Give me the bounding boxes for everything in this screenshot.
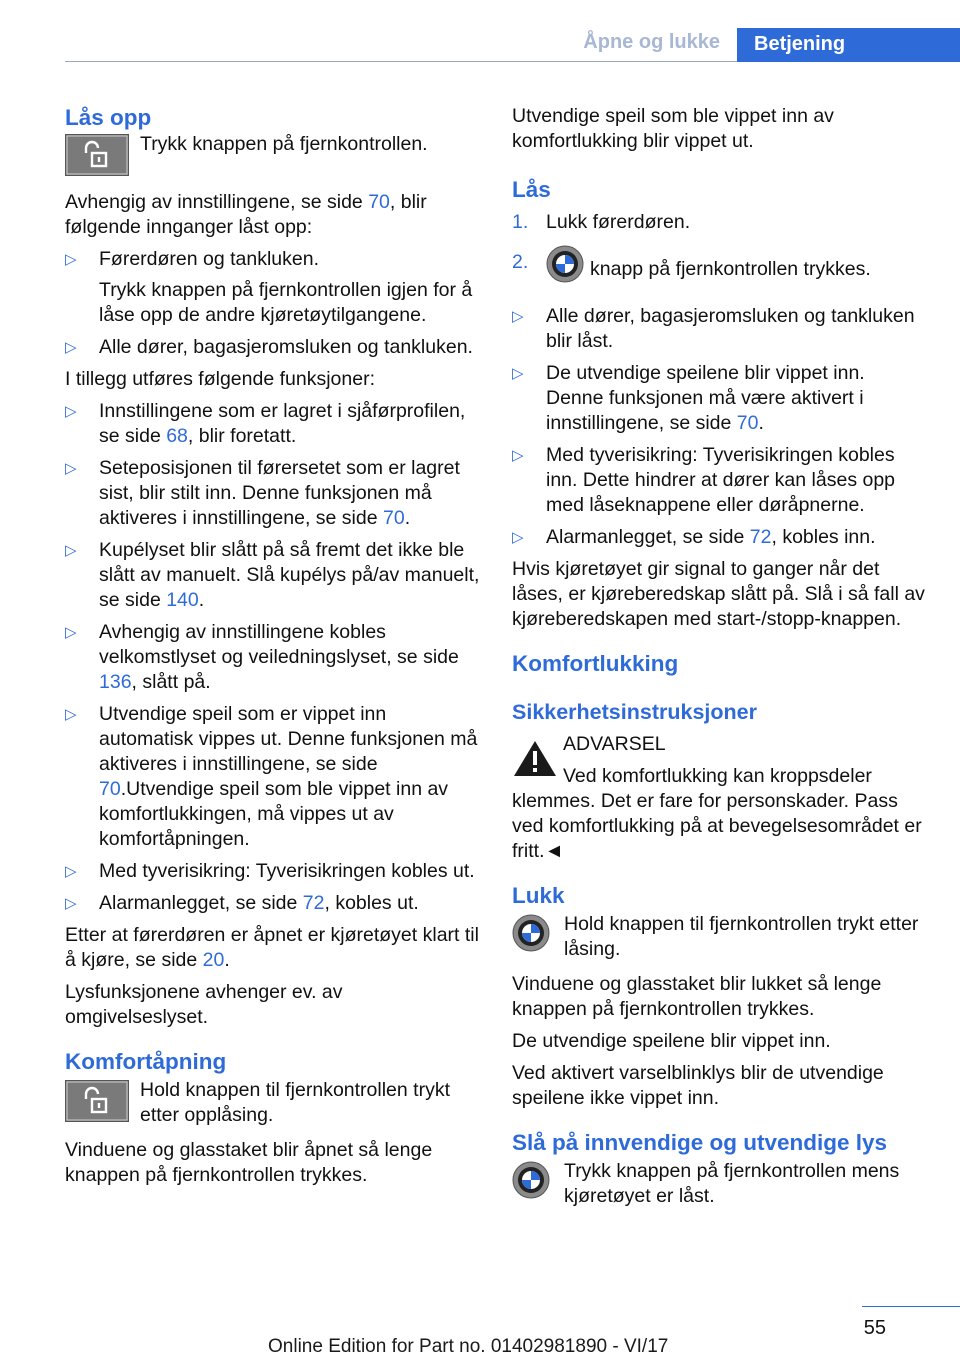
- warning-triangle-icon: [512, 738, 558, 785]
- ready-paragraph: Etter at førerdøren er åpnet er kjøretøyet klart til å kjøre, se side 20.: [65, 924, 479, 971]
- comfort-open-instruction-text: Hold knappen til fjernkontrollen trykt etter opplåsing.: [140, 1079, 450, 1126]
- mirrors-paragraph: Utvendige speil som ble vippet inn av komfortlukking blir vippet ut.: [512, 105, 834, 152]
- list-item: ▷ Innstillingene som er lagret i sjåførprofilen, se side 68, blir foretatt.: [65, 400, 466, 447]
- header-chapter-tab: Betjening: [737, 28, 960, 62]
- comfort-open-instruction: [65, 1078, 480, 1128]
- list-item: ▷ Med tyverisikring: Tyverisikringen kobles ut.: [65, 860, 475, 882]
- page-ref-link[interactable]: 72: [302, 892, 325, 914]
- lock-heading: Lås: [512, 177, 551, 202]
- page-ref-link[interactable]: 70: [99, 778, 121, 800]
- page-ref-link[interactable]: 140: [166, 589, 199, 611]
- list-item: 2. knapp på fjernkontrollen trykkes.: [512, 245, 927, 294]
- triangle-bullet-icon: ▷: [65, 251, 77, 268]
- warning-box: [512, 732, 927, 864]
- bmw-key-button-icon: [512, 914, 550, 959]
- triangle-bullet-icon: ▷: [65, 624, 77, 641]
- triangle-bullet-icon: ▷: [65, 863, 77, 880]
- list-item: ▷ Utvendige speil som er vippet inn automatisk vippes ut. Denne funksjonen må aktiveres i innstillingene, se side 70.Utvendige speil som ble vippet inn av komfortlukkingen, må vippes ut av komfortåpningen.: [65, 703, 478, 850]
- close-heading: Lukk: [512, 883, 565, 908]
- list-item: ▷ Seteposisjonen til førersetet som er lagret sist, blir stilt inn. Denne funksjonen må aktiveres i innstillingene, se side 70.: [65, 457, 460, 529]
- light-functions-paragraph: Lysfunksjonene avhenger ev. av omgivelseslyset.: [65, 981, 343, 1028]
- list-item: ▷ Avhengig av innstillingene kobles velkomstlyset og veiledningslyset, se side 136, slått på.: [65, 621, 459, 693]
- triangle-bullet-icon: ▷: [512, 447, 524, 464]
- lock-steps: [512, 210, 927, 294]
- page-ref-link[interactable]: 20: [202, 949, 225, 971]
- unlock-paragraph: Avhengig av innstillingene, se side 70, blir følgende innganger låst opp:: [65, 191, 427, 238]
- triangle-bullet-icon: ▷: [512, 365, 524, 382]
- triangle-bullet-icon: ▷: [65, 460, 77, 477]
- unlock-heading: Lås opp: [65, 105, 152, 130]
- list-item: ▷ Alle dører, bagasjeromsluken og tankluken.: [65, 336, 473, 358]
- triangle-bullet-icon: ▷: [65, 706, 77, 723]
- list-item: 1. Lukk førerdøren.: [512, 211, 691, 233]
- unlock-functions-list: [65, 399, 480, 916]
- page-ref-link[interactable]: 72: [749, 526, 772, 548]
- right-column: [512, 104, 927, 1219]
- header-section-title: Åpne og lukke: [583, 31, 720, 53]
- list-item: ▷ De utvendige speilene blir vippet inn. Denne funksjonen må være aktivert i innstillingene, se side 70.: [512, 362, 865, 434]
- left-column: [65, 104, 480, 1195]
- lights-instruction: [512, 1159, 927, 1209]
- page-number: 55: [863, 1317, 886, 1339]
- close-paragraph-2: De utvendige speilene blir vippet inn.: [512, 1030, 831, 1052]
- lights-instruction-text: Trykk knappen på fjernkontrollen mens kjøretøyet er låst.: [564, 1160, 900, 1207]
- warning-text-first: Ved komfortlukking kan kroppsdeler klemmes. Det er fare for personskader. Pass ved komfortlukking på at bevegelsesområdet er fritt.◄: [512, 765, 922, 862]
- comfort-open-paragraph: Vinduene og glasstaket blir åpnet så lenge knappen på fjernkontrollen trykkes.: [65, 1139, 433, 1186]
- comfort-close-heading: Komfortlukking: [512, 651, 679, 676]
- close-instruction-text: Hold knappen til fjernkontrollen trykt etter låsing.: [564, 913, 919, 960]
- warning-title: ADVARSEL: [563, 733, 666, 755]
- triangle-bullet-icon: ▷: [65, 895, 77, 912]
- bmw-key-button-icon: [546, 245, 584, 294]
- footer-rule: [862, 1306, 960, 1307]
- list-item: ▷ Kupélyset blir slått på så fremt det ikke ble slått av manuelt. Slå kupélys på/av manuelt, se side 140.: [65, 539, 480, 611]
- page-ref-link[interactable]: 70: [736, 412, 759, 434]
- triangle-bullet-icon: ▷: [65, 542, 77, 559]
- unlock-instruction-text: Trykk knappen på fjernkontrollen.: [140, 133, 428, 155]
- unlock-instruction: [65, 132, 480, 180]
- page-ref-link[interactable]: 136: [99, 671, 132, 693]
- lights-heading: Slå på innvendige og utvendige lys: [512, 1130, 888, 1155]
- unlock-button-icon: [65, 1080, 129, 1122]
- page-ref-link[interactable]: 70: [382, 507, 405, 529]
- triangle-bullet-icon: ▷: [65, 339, 77, 356]
- page-ref-link[interactable]: 70: [368, 191, 390, 213]
- safety-subheading: Sikkerhetsinstruksjoner: [512, 700, 757, 724]
- list-item: ▷ Førerdøren og tankluken. Trykk knappen på fjernkontrollen igjen for å låse opp de andre kjøretøytilgangene.: [65, 248, 473, 326]
- unlock-entries-list: [65, 247, 480, 360]
- signal-paragraph: Hvis kjøretøyet gir signal to ganger når det låses, er kjøreberedskap slått på. Slå i så fall av kjøreberedskapen med start-/stopp-knappen.: [512, 558, 925, 630]
- triangle-bullet-icon: ▷: [512, 308, 524, 325]
- functions-intro: I tillegg utføres følgende funksjoner:: [65, 368, 375, 390]
- triangle-bullet-icon: ▷: [65, 403, 77, 420]
- close-paragraph-3: Ved aktivert varselblinklys blir de utvendige speilene ikke vippet inn.: [512, 1062, 884, 1109]
- comfort-open-heading: Komfortåpning: [65, 1049, 227, 1074]
- close-instruction: [512, 912, 927, 962]
- page-header: [0, 28, 960, 62]
- list-item: ▷ Alarmanlegget, se side 72, kobles ut.: [65, 892, 419, 914]
- close-paragraph-1: Vinduene og glasstaket blir lukket så lenge knappen på fjernkontrollen trykkes.: [512, 973, 882, 1020]
- triangle-bullet-icon: ▷: [512, 529, 524, 546]
- list-item: ▷ Alle dører, bagasjeromsluken og tankluken blir låst.: [512, 305, 915, 352]
- list-item: ▷ Med tyverisikring: Tyverisikringen kobles inn. Dette hindrer at dører kan låses opp med låseknappene eller døråpnerne.: [512, 444, 896, 516]
- unlock-button-icon: [65, 134, 129, 176]
- lock-effects-list: [512, 304, 927, 550]
- edition-note: Online Edition for Part no. 01402981890 - VI/17: [268, 1336, 669, 1357]
- list-item: ▷ Alarmanlegget, se side 72, kobles inn.: [512, 526, 876, 548]
- bmw-key-button-icon: [512, 1161, 550, 1206]
- page-ref-link[interactable]: 68: [166, 425, 188, 447]
